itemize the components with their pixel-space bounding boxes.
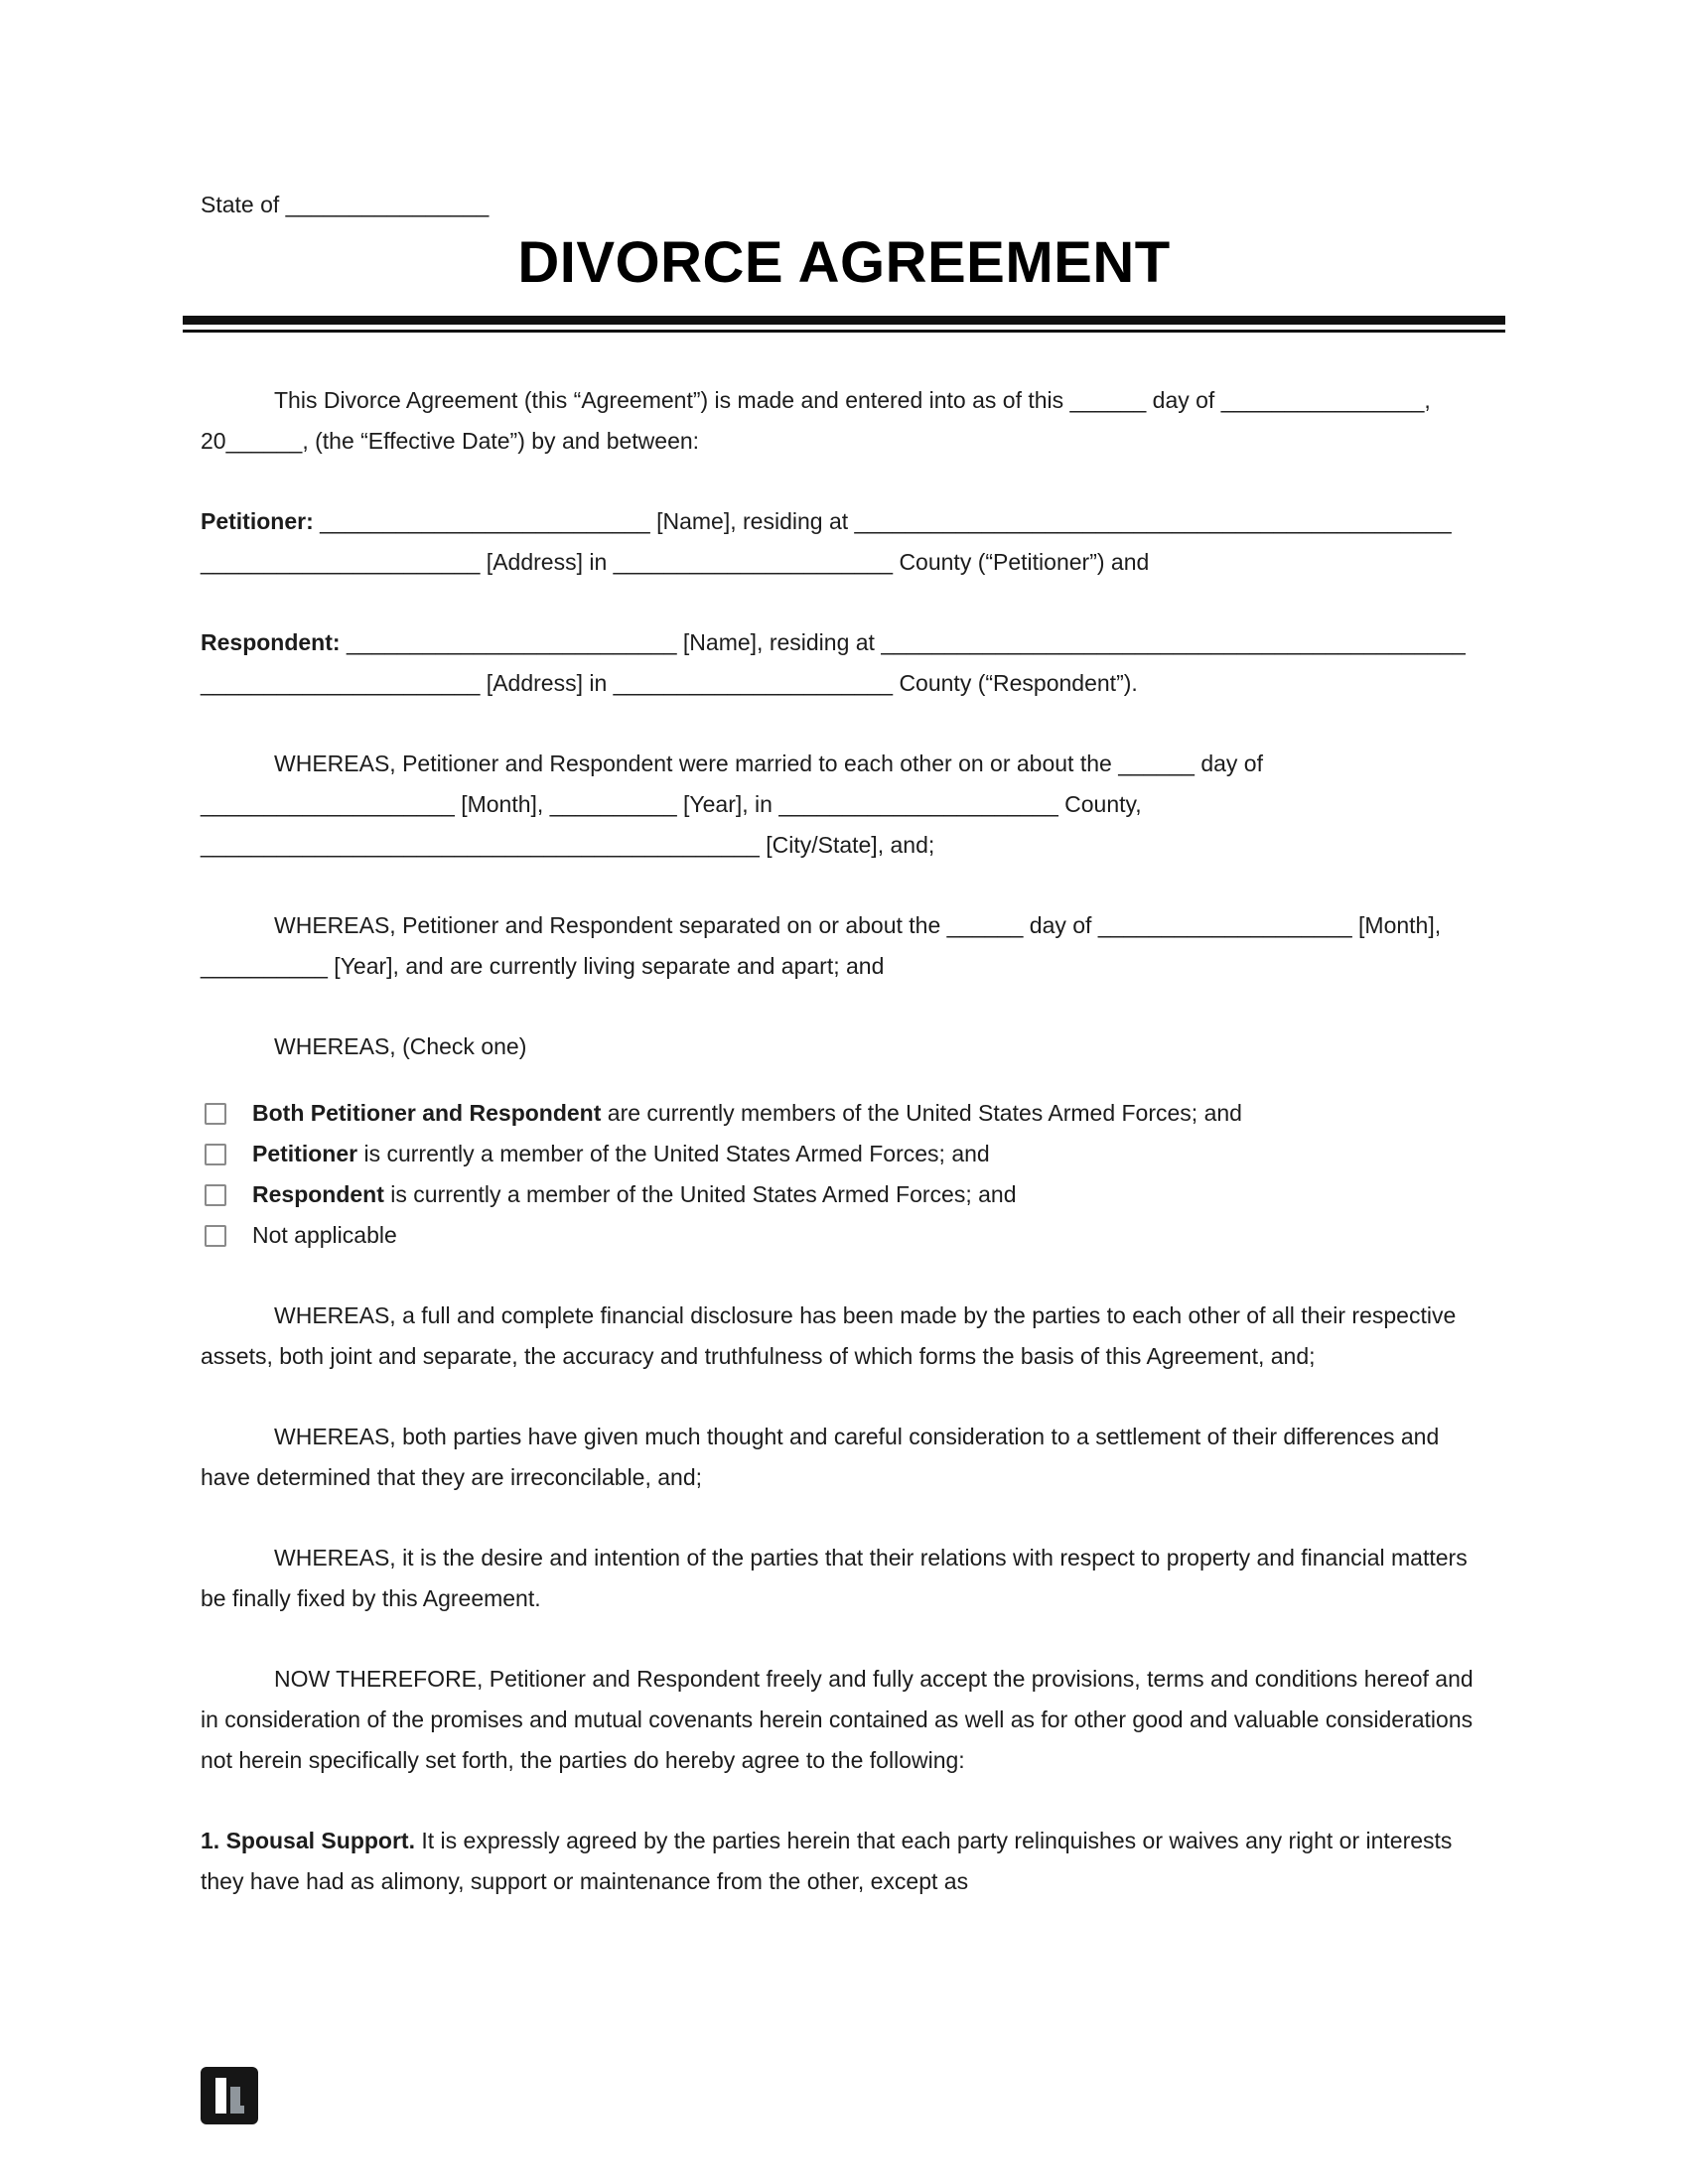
petitioner-fill-text: __________________________ [Name], residing at _______________________________________________ ______________________ [Address] in ______________________ County (“Petitioner”) and bbox=[201, 508, 1452, 575]
respondent-label: Respondent: bbox=[201, 629, 341, 655]
whereas-check-one-heading: WHEREAS, (Check one) bbox=[274, 1033, 527, 1059]
checkbox-label bbox=[252, 1215, 397, 1256]
not-applicable-checkbox[interactable] bbox=[205, 1225, 226, 1247]
legal-templates-logo-icon bbox=[201, 2067, 258, 2124]
both-parties-checkbox[interactable] bbox=[205, 1103, 226, 1125]
spousal-support-label: 1. Spousal Support. bbox=[201, 1828, 415, 1853]
checkbox-row-respondent bbox=[201, 1174, 1487, 1215]
whereas-disclosure-paragraph: WHEREAS, a full and complete financial disclosure has been made by the parties to each other of all their respective assets, both joint and separate, the accuracy and truthfulness of which forms the basis of this Agreement, and; bbox=[201, 1302, 1457, 1369]
checkbox-label bbox=[252, 1134, 990, 1174]
state-of-line: State of ________________ bbox=[201, 192, 490, 217]
logo-svg bbox=[201, 2067, 258, 2124]
whereas-separated-paragraph: WHEREAS, Petitioner and Respondent separated on or about the ______ day of ____________________ [Month], __________ [Year], and are currently living separate and apart; and bbox=[201, 912, 1442, 979]
checkbox-label-rest: Not applicable bbox=[252, 1222, 397, 1248]
whereas-desire-paragraph: WHEREAS, it is the desire and intention of the parties that their relations with respect to property and financial matters be finally fixed by this Agreement. bbox=[201, 1545, 1468, 1611]
respondent-paragraph bbox=[201, 622, 1487, 704]
whereas-consideration-paragraph: WHEREAS, both parties have given much thought and careful consideration to a settlement of their differences and have determined that they are irreconcilable, and; bbox=[201, 1424, 1440, 1490]
checkbox-row-both-parties bbox=[201, 1093, 1487, 1134]
petitioner-checkbox[interactable] bbox=[205, 1144, 226, 1165]
respondent-fill-text: __________________________ [Name], residing at ______________________________________________ ______________________ [Address] in ______________________ County (“Respondent”). bbox=[201, 629, 1466, 696]
armed-forces-checkbox-list bbox=[201, 1093, 1487, 1256]
respondent-checkbox[interactable] bbox=[205, 1184, 226, 1206]
title-divider-rule bbox=[183, 316, 1505, 333]
checkbox-label-bold: Petitioner bbox=[252, 1141, 358, 1166]
intro-paragraph: This Divorce Agreement (this “Agreement”) is made and entered into as of this ______ day of ________________, 20______, (the “Effective Date”) by and between: bbox=[201, 387, 1431, 454]
whereas-married-paragraph: WHEREAS, Petitioner and Respondent were married to each other on or about the ______ day of ____________________ [Month], __________ [Year], in ______________________ County, ____________________________________________ [City/State], and; bbox=[201, 751, 1263, 858]
checkbox-label-rest: is currently a member of the United States Armed Forces; and bbox=[357, 1141, 990, 1166]
checkbox-label-bold: Both Petitioner and Respondent bbox=[252, 1100, 602, 1126]
checkbox-row-not-applicable bbox=[201, 1215, 1487, 1256]
checkbox-row-petitioner bbox=[201, 1134, 1487, 1174]
petitioner-paragraph bbox=[201, 501, 1487, 583]
spousal-support-text: It is expressly agreed by the parties herein that each party relinquishes or waives any right or interests they have had as alimony, support or maintenance from the other, except as bbox=[201, 1828, 1453, 1894]
checkbox-label-rest: are currently members of the United States Armed Forces; and bbox=[601, 1100, 1242, 1126]
now-therefore-paragraph: NOW THEREFORE, Petitioner and Respondent freely and fully accept the provisions, terms and conditions hereof and in consideration of the promises and mutual covenants herein contained as well as for other good and valuable considerations not herein specifically set forth, the parties do hereby agree to the following: bbox=[201, 1666, 1474, 1773]
spousal-support-paragraph bbox=[201, 1821, 1487, 1902]
checkbox-label bbox=[252, 1093, 1242, 1134]
page-title: DIVORCE AGREEMENT bbox=[517, 230, 1171, 295]
checkbox-label-bold: Respondent bbox=[252, 1181, 384, 1207]
checkbox-label-rest: is currently a member of the United States Armed Forces; and bbox=[383, 1181, 1017, 1207]
petitioner-label: Petitioner: bbox=[201, 508, 314, 534]
checkbox-label bbox=[252, 1174, 1017, 1215]
